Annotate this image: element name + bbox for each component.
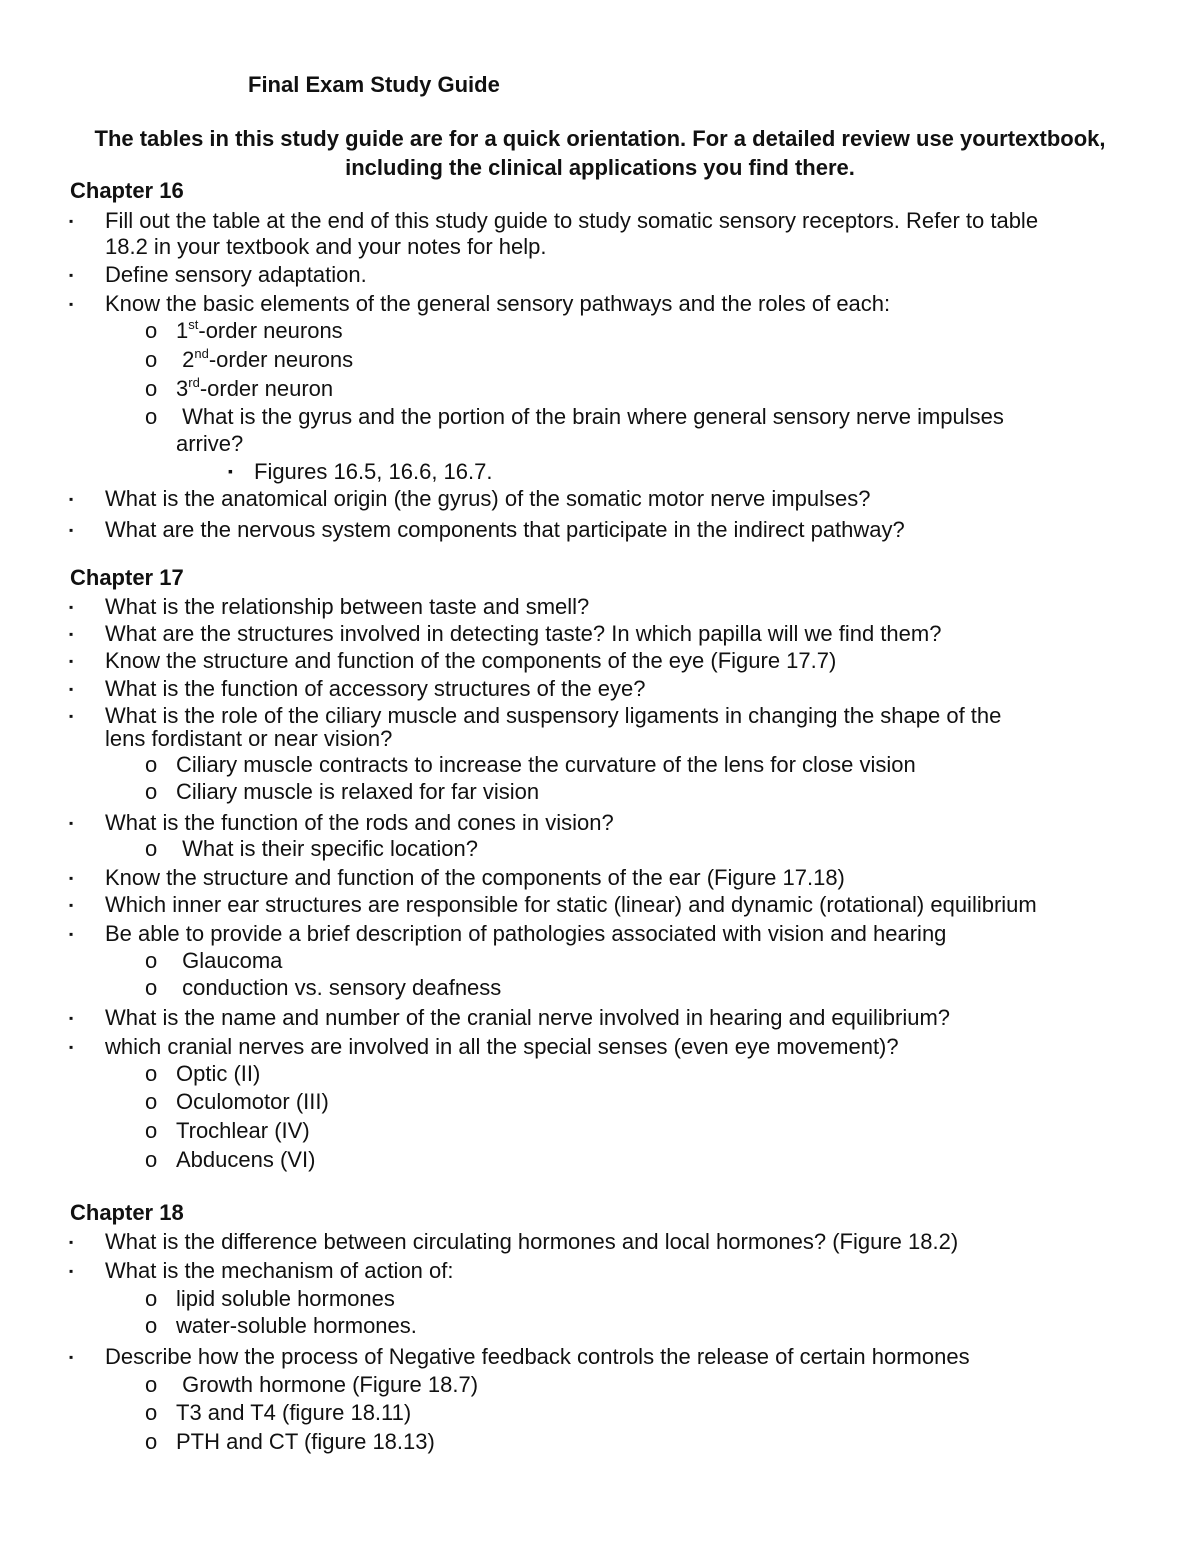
list-item bbox=[69, 621, 942, 647]
item-text: Which inner ear structures are responsible for static (linear) and dynamic (rotational) equilibrium bbox=[105, 892, 1037, 917]
item-text: Figures 16.5, 16.6, 16.7. bbox=[254, 459, 493, 484]
item-text: -order neuron bbox=[199, 376, 334, 401]
item-text: What is the name and number of the cranial nerve involved in hearing and equilibrium? bbox=[105, 1005, 951, 1030]
circle-bullet-icon: o bbox=[145, 1286, 158, 1311]
list-item bbox=[69, 921, 947, 947]
chapter-16-heading: Chapter 16 bbox=[70, 178, 184, 203]
item-text: Trochlear (IV) bbox=[176, 1118, 310, 1143]
list-item bbox=[69, 208, 1039, 234]
bullet-icon: ▪ bbox=[69, 268, 74, 282]
bullet-icon: ▪ bbox=[69, 1040, 74, 1054]
page-title: Final Exam Study Guide bbox=[248, 72, 500, 97]
item-text: Describe how the process of Negative feedback controls the release of certain hormones bbox=[105, 1344, 970, 1369]
bullet-icon: ▪ bbox=[69, 682, 74, 696]
item-text: lipid soluble hormones bbox=[176, 1286, 395, 1311]
item-text: conduction vs. sensory deafness bbox=[176, 975, 502, 1000]
list-item bbox=[69, 676, 646, 702]
bullet-icon: ▪ bbox=[69, 600, 74, 614]
bullet-icon: ▪ bbox=[69, 654, 74, 668]
item-text: Know the structure and function of the components of the ear (Figure 17.18) bbox=[105, 865, 845, 890]
circle-bullet-icon: o bbox=[145, 1147, 158, 1172]
item-text: Abducens (VI) bbox=[176, 1147, 316, 1172]
square-bullet-icon: ▪ bbox=[228, 463, 233, 479]
bullet-icon: ▪ bbox=[69, 709, 74, 723]
item-text: What is their specific location? bbox=[176, 836, 479, 861]
bullet-icon: ▪ bbox=[69, 492, 74, 506]
bullet-icon: ▪ bbox=[69, 927, 74, 941]
bullet-icon: ▪ bbox=[69, 1011, 74, 1025]
bullet-icon: ▪ bbox=[69, 523, 74, 537]
bullet-icon: ▪ bbox=[69, 816, 74, 830]
item-text: water-soluble hormones. bbox=[176, 1313, 417, 1338]
list-item bbox=[69, 865, 845, 891]
list-item bbox=[69, 1344, 970, 1370]
item-text: 3 bbox=[176, 376, 189, 401]
bullet-icon: ▪ bbox=[69, 214, 74, 228]
item-text: which cranial nerves are involved in all the special senses (even eye movement)? bbox=[105, 1034, 899, 1059]
list-item bbox=[69, 291, 891, 317]
list-item bbox=[69, 892, 1037, 918]
circle-bullet-icon: o bbox=[145, 948, 158, 973]
item-text: 2 bbox=[176, 347, 195, 372]
item-text: Ciliary muscle contracts to increase the curvature of the lens for close vision bbox=[176, 752, 916, 777]
bullet-icon: ▪ bbox=[69, 898, 74, 912]
item-text: Know the structure and function of the components of the eye (Figure 17.7) bbox=[105, 648, 837, 673]
circle-bullet-icon: o bbox=[145, 1429, 158, 1454]
item-text: 1 bbox=[176, 318, 189, 343]
item-text: What is the mechanism of action of: bbox=[105, 1258, 454, 1283]
circle-bullet-icon: o bbox=[145, 1400, 158, 1425]
bullet-icon: ▪ bbox=[69, 1350, 74, 1364]
item-text: What is the function of the rods and cones in vision? bbox=[105, 810, 614, 835]
item-text: Oculomotor (III) bbox=[176, 1089, 329, 1114]
circle-bullet-icon: o bbox=[145, 404, 158, 429]
list-item bbox=[69, 1034, 899, 1060]
circle-bullet-icon: o bbox=[145, 1313, 158, 1338]
circle-bullet-icon: o bbox=[145, 836, 158, 861]
item-text: Fill out the table at the end of this study guide to study somatic sensory receptors. Refer to table bbox=[105, 208, 1039, 233]
item-text: What are the structures involved in detecting taste? In which papilla will we find them? bbox=[105, 621, 942, 646]
chapter-18-heading: Chapter 18 bbox=[70, 1200, 184, 1225]
list-item bbox=[69, 1258, 454, 1284]
item-text: Optic (II) bbox=[176, 1061, 261, 1086]
list-item bbox=[69, 648, 837, 674]
circle-bullet-icon: o bbox=[145, 779, 158, 804]
item-text: What is the gyrus and the portion of the brain where general sensory nerve impulses bbox=[176, 404, 1004, 429]
superscript: nd bbox=[194, 346, 209, 361]
item-text-continued: lens fordistant or near vision? bbox=[105, 726, 393, 751]
circle-bullet-icon: o bbox=[145, 1089, 158, 1114]
item-text: Be able to provide a brief description of pathologies associated with vision and hearing bbox=[105, 921, 947, 946]
item-text: Know the basic elements of the general sensory pathways and the roles of each: bbox=[105, 291, 891, 316]
item-text: -order neurons bbox=[198, 318, 343, 343]
list-item bbox=[69, 262, 367, 288]
bullet-icon: ▪ bbox=[69, 627, 74, 641]
item-text: Glaucoma bbox=[176, 948, 283, 973]
item-text-continued: 18.2 in your textbook and your notes for help. bbox=[105, 234, 547, 259]
item-text: T3 and T4 (figure 18.11) bbox=[176, 1400, 412, 1425]
circle-bullet-icon: o bbox=[145, 1372, 158, 1397]
circle-bullet-icon: o bbox=[145, 1118, 158, 1143]
list-item bbox=[69, 1229, 959, 1255]
list-item bbox=[69, 594, 590, 620]
list-item bbox=[69, 517, 905, 543]
item-text: What are the nervous system components that participate in the indirect pathway? bbox=[105, 517, 905, 542]
superscript: rd bbox=[188, 375, 200, 390]
item-text: Ciliary muscle is relaxed for far vision bbox=[176, 779, 540, 804]
item-text: What is the function of accessory structures of the eye? bbox=[105, 676, 646, 701]
item-text: What is the relationship between taste and smell? bbox=[105, 594, 590, 619]
circle-bullet-icon: o bbox=[145, 752, 158, 777]
item-text: Growth hormone (Figure 18.7) bbox=[176, 1372, 479, 1397]
circle-bullet-icon: o bbox=[145, 318, 158, 343]
circle-bullet-icon: o bbox=[145, 376, 158, 401]
item-text: What is the difference between circulating hormones and local hormones? (Figure 18.2) bbox=[105, 1229, 959, 1254]
circle-bullet-icon: o bbox=[145, 347, 158, 372]
circle-bullet-icon: o bbox=[145, 1061, 158, 1086]
subtitle: The tables in this study guide are for a quick orientation. For a detailed review use yourtextbook, including the clinical applications you find there. bbox=[94, 126, 1106, 180]
item-text: What is the anatomical origin (the gyrus) of the somatic motor nerve impulses? bbox=[105, 486, 871, 511]
superscript: st bbox=[188, 317, 199, 332]
item-text: What is the role of the ciliary muscle and suspensory ligaments in changing the shape of the bbox=[105, 703, 1002, 728]
bullet-icon: ▪ bbox=[69, 1235, 74, 1249]
bullet-icon: ▪ bbox=[69, 1264, 74, 1278]
item-text-continued: arrive? bbox=[176, 431, 244, 456]
bullet-icon: ▪ bbox=[69, 871, 74, 885]
item-text: Define sensory adaptation. bbox=[105, 262, 367, 287]
chapter-17-heading: Chapter 17 bbox=[70, 565, 184, 590]
item-text: -order neurons bbox=[208, 347, 354, 372]
circle-bullet-icon: o bbox=[145, 975, 158, 1000]
list-item bbox=[69, 486, 871, 512]
item-text: PTH and CT (figure 18.13) bbox=[176, 1429, 435, 1454]
bullet-icon: ▪ bbox=[69, 297, 74, 311]
list-item bbox=[69, 1005, 951, 1031]
list-item bbox=[69, 810, 614, 836]
